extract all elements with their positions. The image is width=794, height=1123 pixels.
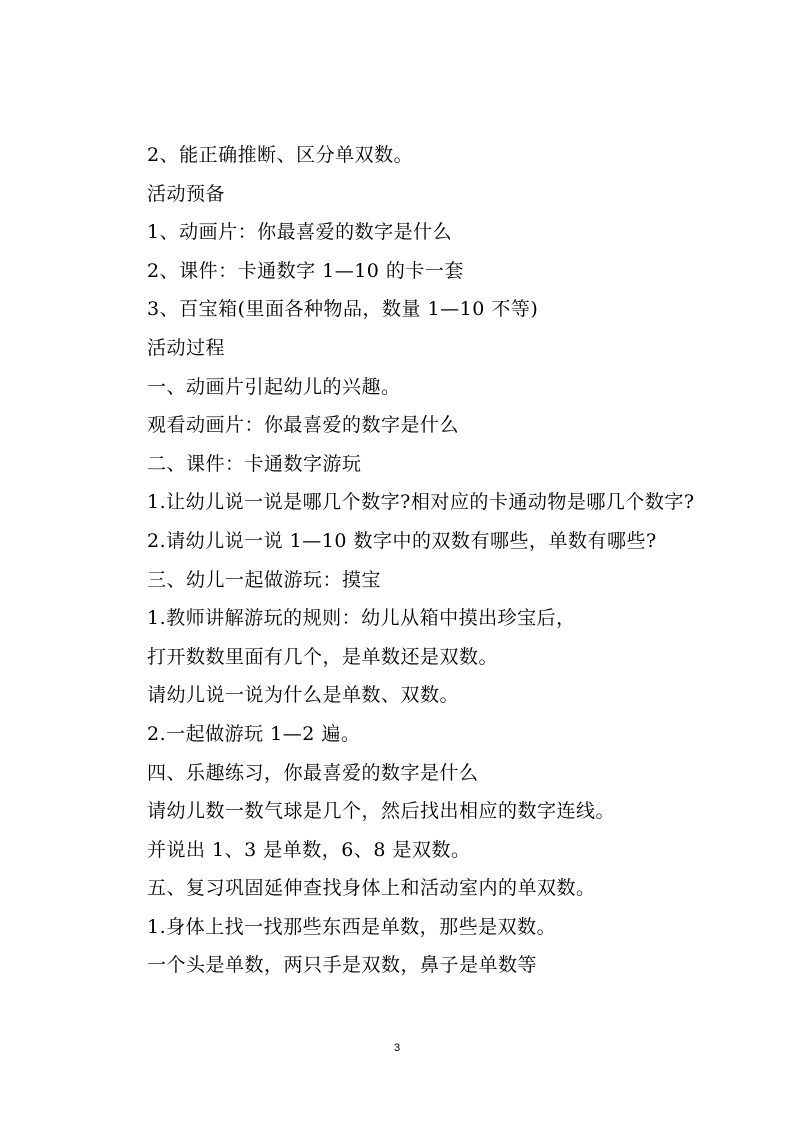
paragraph: 三、幼儿一起做游玩：摸宝 bbox=[147, 568, 382, 591]
section-heading: 活动过程 bbox=[147, 336, 226, 359]
paragraph: 打开数数里面有几个，是单数还是双数。 bbox=[147, 645, 499, 668]
paragraph: 请幼儿说一说为什么是单数、双数。 bbox=[147, 684, 460, 707]
paragraph: 1、动画片：你最喜爱的数字是什么 bbox=[147, 221, 453, 244]
page-number: 3 bbox=[393, 1042, 401, 1054]
paragraph: 并说出 1、3 是单数，6、8 是双数。 bbox=[147, 838, 471, 861]
section-heading: 活动预备 bbox=[147, 182, 226, 205]
paragraph: 请幼儿数一数气球是几个，然后找出相应的数字连线。 bbox=[147, 800, 616, 823]
body-text bbox=[107, 136, 697, 985]
paragraph: 1.让幼儿说一说是哪几个数字?相对应的卡通动物是哪几个数字? bbox=[147, 491, 695, 514]
paragraph: 2.请幼儿说一说 1—10 数字中的双数有哪些，单数有哪些? bbox=[147, 529, 657, 552]
paragraph: 一、动画片引起幼儿的兴趣。 bbox=[147, 375, 401, 398]
paragraph: 二、课件：卡通数字游玩 bbox=[147, 452, 362, 475]
paragraph: 观看动画片：你最喜爱的数字是什么 bbox=[147, 414, 460, 437]
paragraph: 1.教师讲解游玩的规则：幼儿从箱中摸出珍宝后， bbox=[147, 607, 576, 630]
paragraph: 五、复习巩固延伸查找身体上和活动室内的单双数。 bbox=[147, 877, 596, 900]
paragraph: 一个头是单数，两只手是双数，鼻子是单数等 bbox=[147, 954, 538, 977]
paragraph: 2.一起做游玩 1—2 遍。 bbox=[147, 722, 361, 745]
paragraph: 1.身体上找一找那些东西是单数，那些是双数。 bbox=[147, 915, 557, 938]
paragraph: 2、能正确推断、区分单双数。 bbox=[147, 144, 414, 166]
paragraph: 2、课件：卡通数字 1—10 的卡一套 bbox=[147, 259, 464, 282]
paragraph: 3、百宝箱(里面各种物品，数量 1—10 不等) bbox=[147, 298, 539, 321]
paragraph: 四、乐趣练习，你最喜爱的数字是什么 bbox=[147, 761, 479, 784]
